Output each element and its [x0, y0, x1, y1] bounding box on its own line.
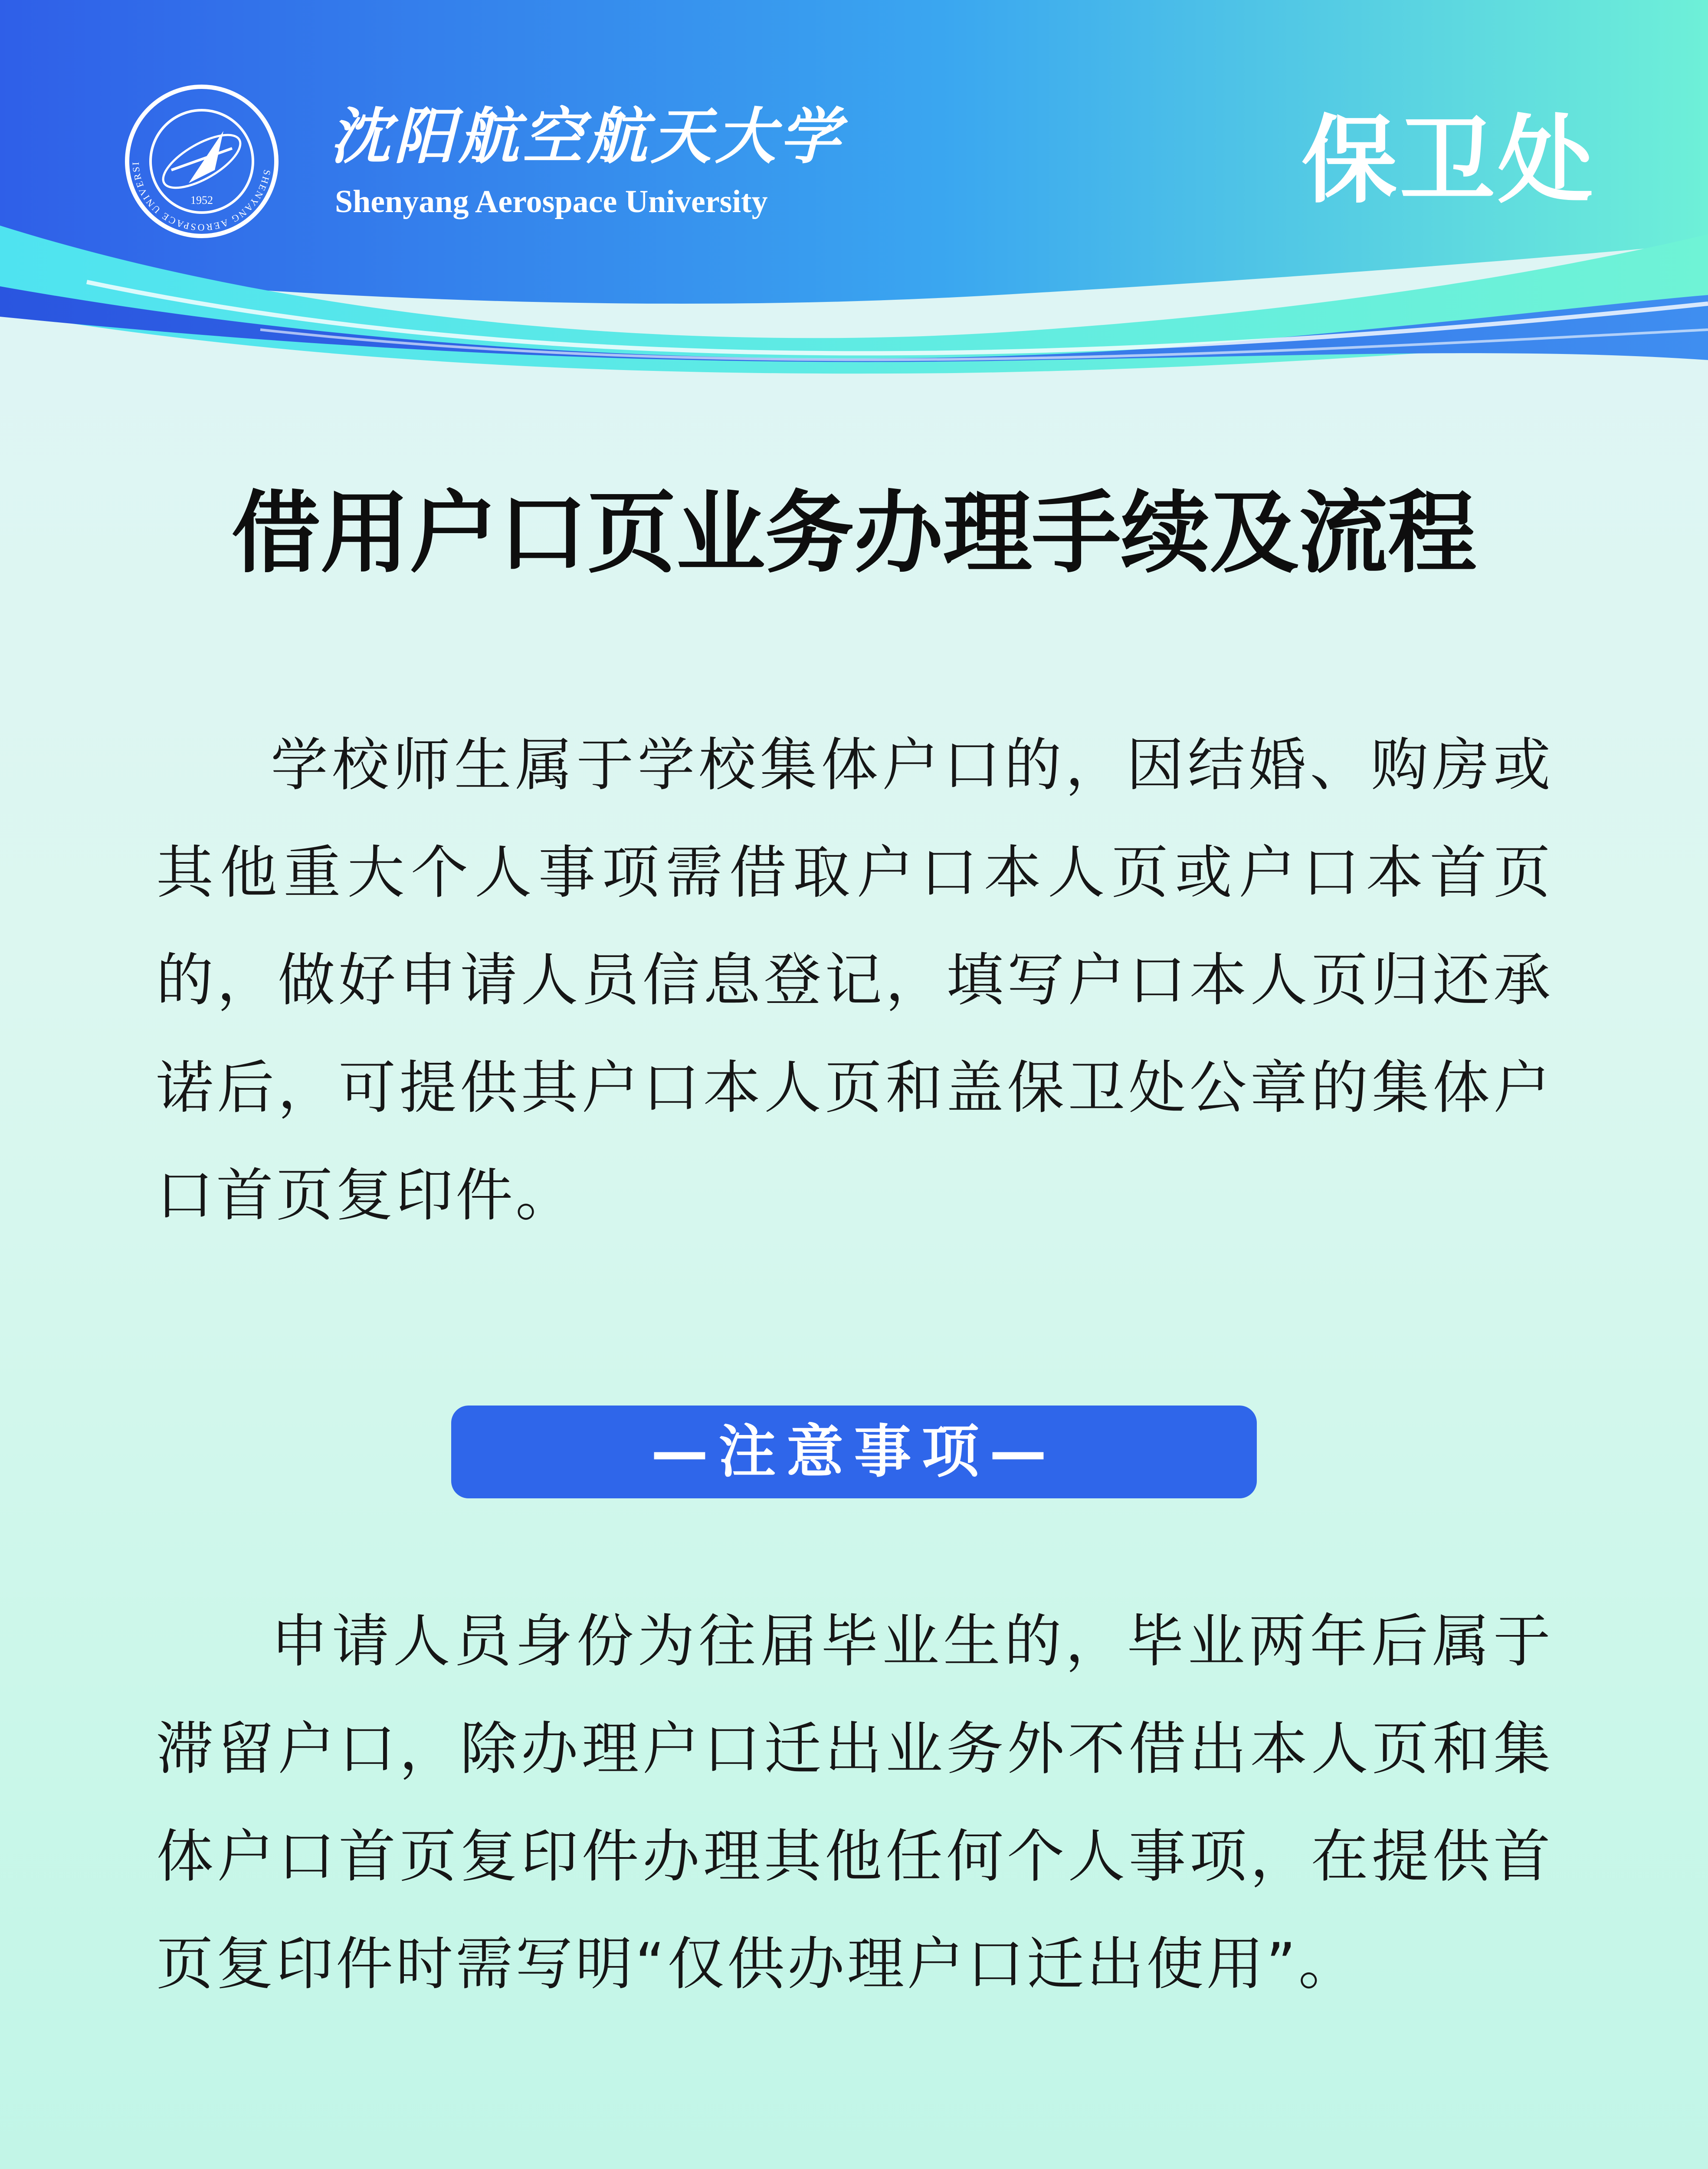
university-name-cn: 沈阳航空航天大学 — [330, 101, 844, 172]
department-name: 保卫处 — [1301, 105, 1596, 216]
emblem-ring-text: SHENYANG AEROSPACE UNIVERSI — [130, 161, 273, 233]
university-emblem-icon — [124, 83, 280, 239]
procedure-paragraph: 学校师生属于学校集体户口的，因结婚、购房或其他重大个人事项需借取户口本人页或户口本首页的，做好申请人员信息登记，填写户口本人页归还承诺后，可提供其户口本人页和盖保卫处公章的集体户口首页复印件。 — [156, 732, 1553, 1229]
emblem-year: 1952 — [190, 194, 213, 206]
university-name-en: Shenyang Aerospace University — [335, 184, 768, 220]
notice-label: —注意事项— — [651, 1419, 1057, 1485]
notice-banner — [451, 1406, 1257, 1498]
page-title: 借用户口页业务办理手续及流程 — [231, 482, 1477, 585]
notice-paragraph: 申请人员身份为往届毕业生的，毕业两年后属于滞留户口，除办理户口迁出业务外不借出本人页和集体户口首页复印件办理其他任何个人事项，在提供首页复印件时需写明“仅供办理户口迁出使用”。 — [156, 1608, 1553, 1998]
